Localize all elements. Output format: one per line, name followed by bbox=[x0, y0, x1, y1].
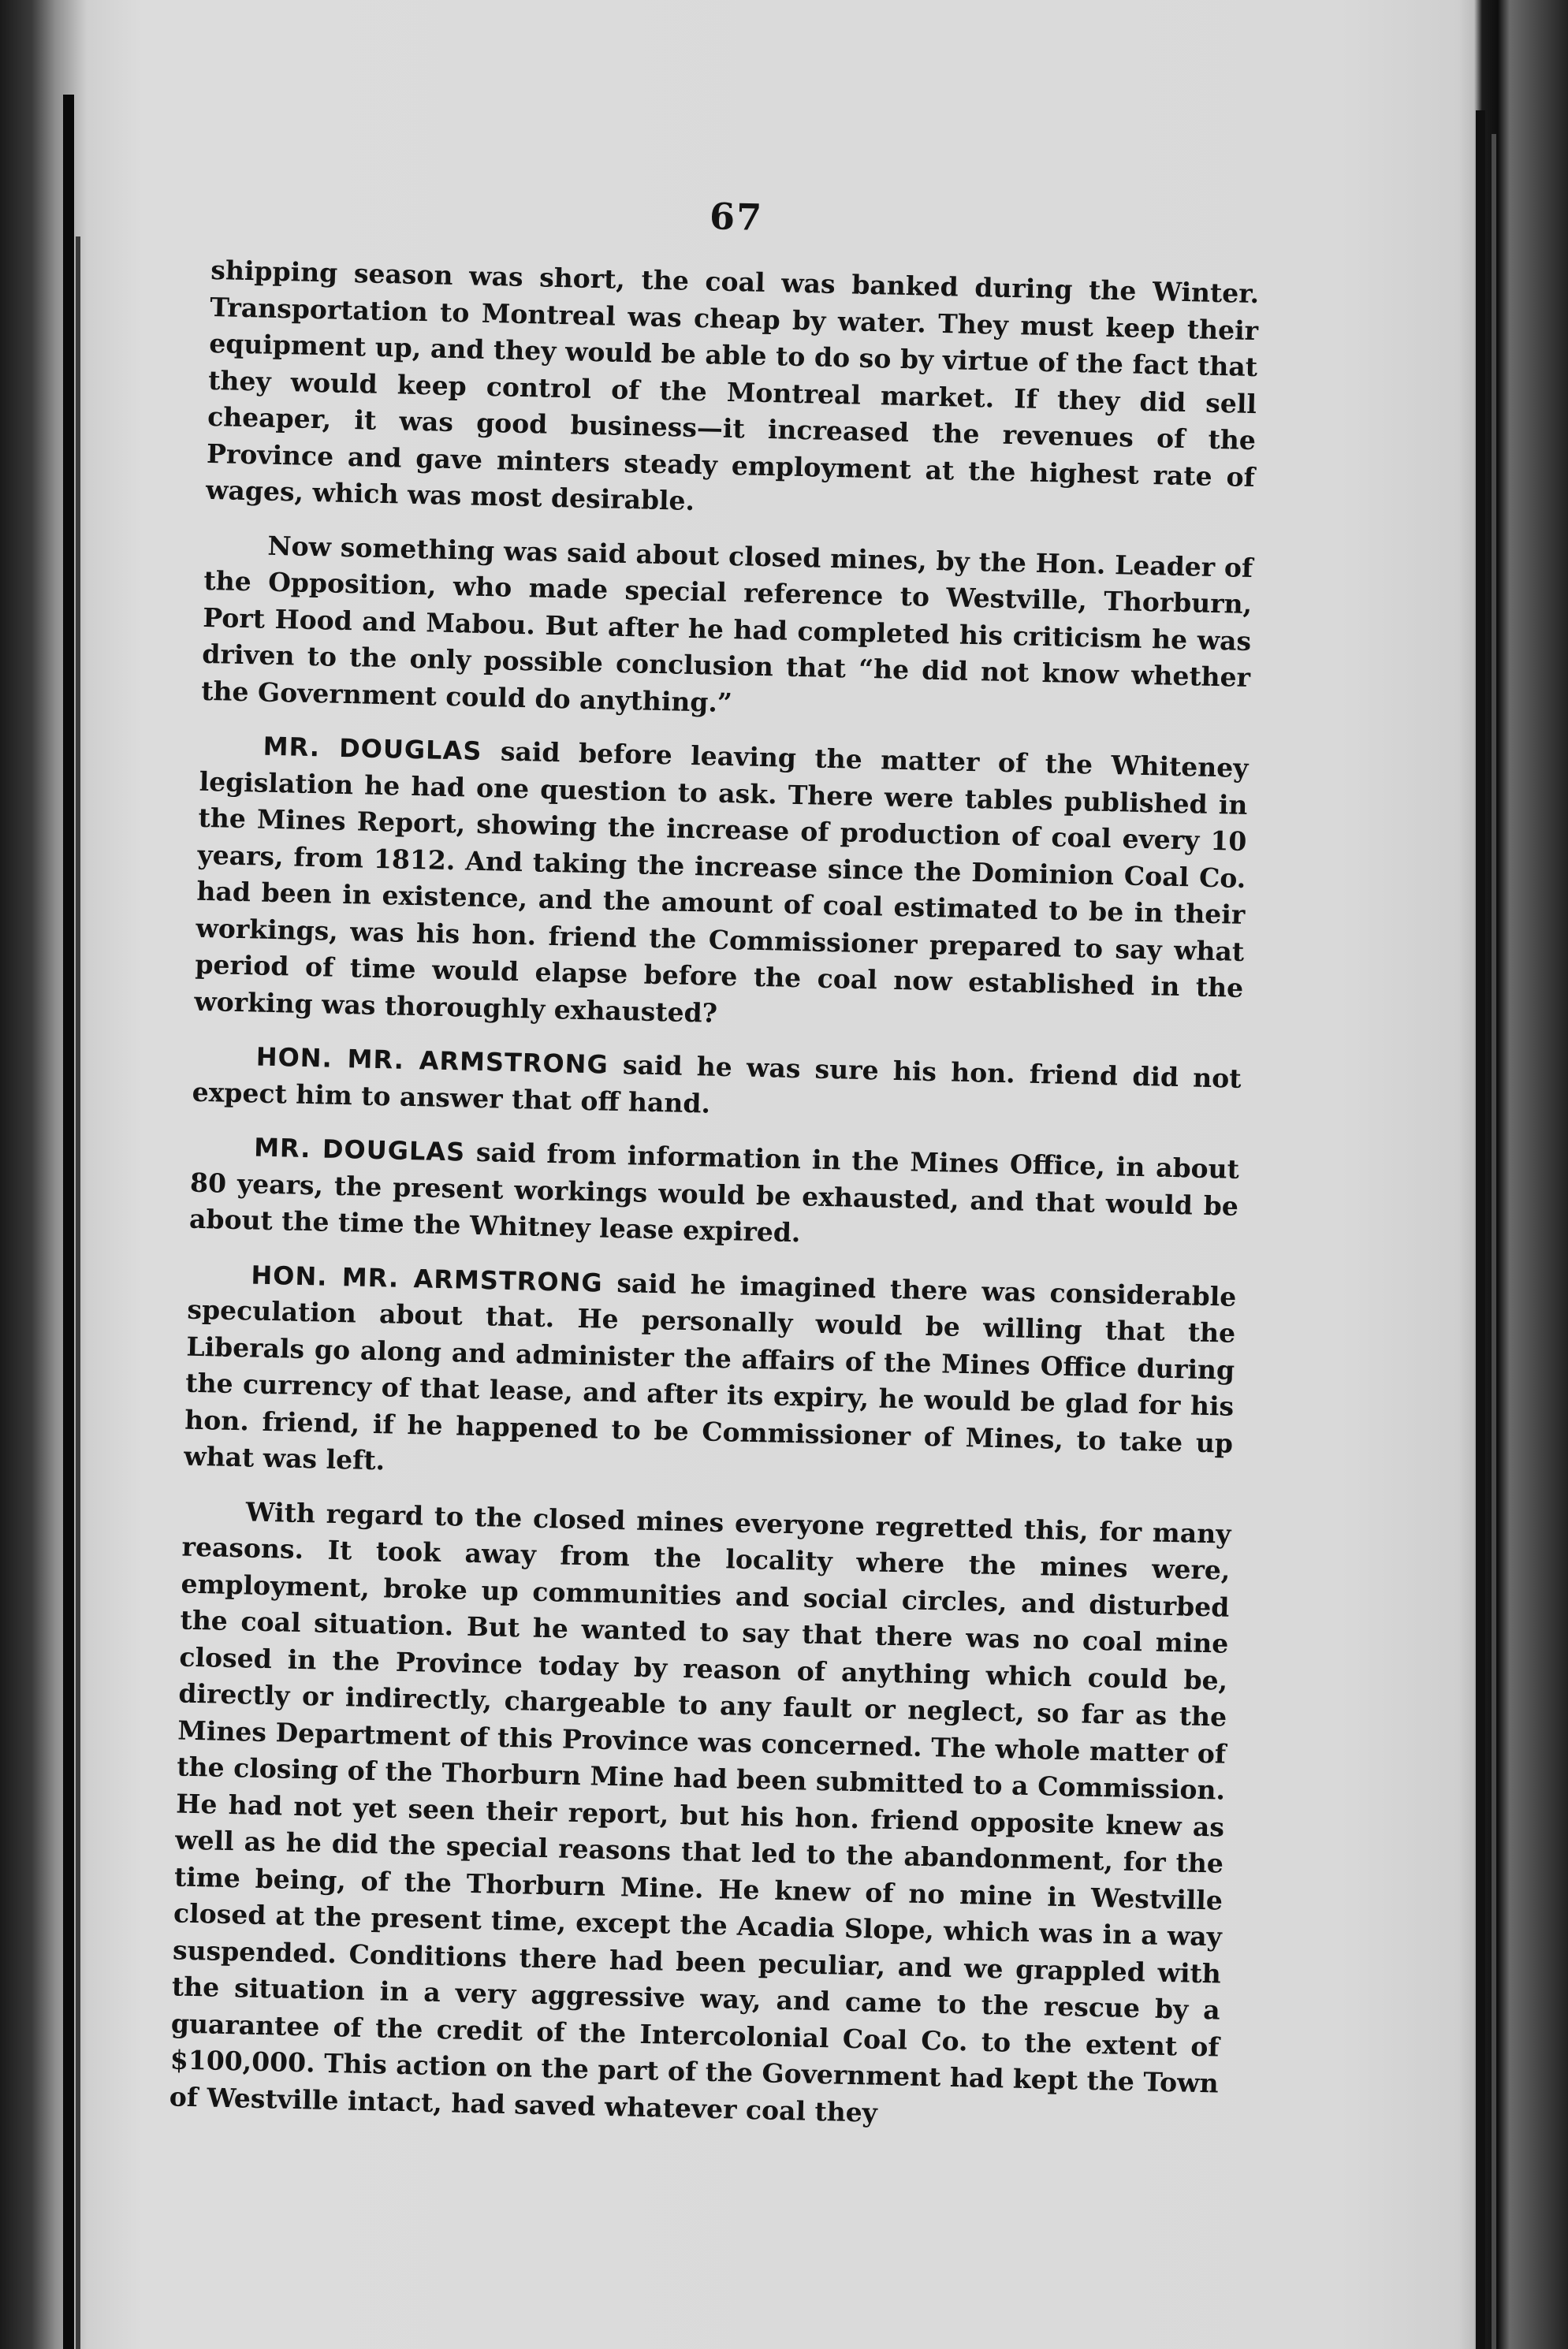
paragraph-4 bbox=[192, 1037, 1242, 1134]
book-spine-edge bbox=[76, 236, 80, 2349]
speaker-name: MR. DOUGLAS bbox=[263, 731, 482, 766]
paragraph-6-text: said he imagined there was considerable speculation about that. He personally would be willing that the Liberals go along and administer the affairs of the Mines Office during the currency of that lease, and after its expiry, he would be glad for his hon. friend, if he happened to be Commissioner of Mines, to take up what was left. bbox=[183, 1267, 1237, 1476]
paragraph-7-text: With regard to the closed mines everyone regretted this, for many reasons. It took away from the locality where the mines were, employment, broke up communities and social circles, and disturbed the coal situation. But he wanted to say that there was no coal mine closed in the Province today by reason of anything which could be, directly or indirectly, chargeable to any fault or neglect, so far as the Mines Department of this Province was concerned. The whole matter of the closing of the Thorburn Mine had been submitted to a Commission. He had not yet seen their report, but his hon. friend opposite knew as well as he did the special reasons that led to the abandonment, for the time being, of the Thorburn Mine. He knew of no mine in Westville closed at the present time, except the Acadia Slope, which was in a way suspended. Conditions there had been peculiar, and we grappled with the situation in a very aggressive way, and came to the rescue by a guarantee of the credit of the Intercolonial Coal Co. to the extent of $100,000. This action on the part of the Government had kept the Town of Westville intact, had saved whatever coal they bbox=[169, 1495, 1231, 2128]
paragraph-5-text: said from information in the Mines Office, in about 80 years, the present workings would be exhausted, and that would be about the time the Whitney lease expired. bbox=[188, 1136, 1240, 1249]
paragraph-3 bbox=[194, 727, 1249, 1044]
paragraph-1-text: shipping season was short, the coal was banked during the Winter. Transportation to Montreal was cheap by water. They must keep their equipment up, and they would be able to do so by virtue of the fact that they would keep control of the Montreal market. If they did sell cheaper, it was good business—it increased the revenues of the Province and gave minters steady employment at the highest rate of wages, which was most desirable. bbox=[205, 254, 1260, 516]
speaker-name: HON. MR. ARMSTRONG bbox=[255, 1041, 609, 1080]
page-right-edge-shadow bbox=[1492, 134, 1496, 2349]
paragraph-6 bbox=[184, 1255, 1237, 1498]
speaker-name: MR. DOUGLAS bbox=[253, 1132, 466, 1167]
speaker-name: HON. MR. ARMSTRONG bbox=[251, 1259, 604, 1298]
page-number: 67 bbox=[709, 195, 764, 239]
paragraph-4-text: said he was sure his hon. friend did not expect him to answer that off hand. bbox=[192, 1049, 1242, 1119]
page-body bbox=[169, 181, 1261, 2157]
book-spine-shadow bbox=[63, 95, 74, 2349]
paragraph-3-text: said before leaving the matter of the Whiteney legislation he had one question to ask. There were tables published in the Mines Report, showing the increase of production of coal every 10 years, from 1812. And taking the increase since the Dominion Coal Co. had been in existence, and the amount of coal estimated to be in their workings, was his hon. friend the Commissioner prepared to say what period of time would elapse before the coal now established in the working was thoroughly exhausted? bbox=[193, 735, 1249, 1029]
paragraph-2-text: Now something was said about closed mines, by the Hon. Leader of the Opposition, who made special reference to Westville, Thorburn, Port Hood and Mabou. But after he had completed his criticism he was driven to the only possible conclusion that “he did not know whether the Government could do anything.” bbox=[200, 530, 1253, 718]
paragraph-7 bbox=[169, 1492, 1231, 2139]
paragraph-5 bbox=[189, 1128, 1240, 1262]
paragraph-2 bbox=[201, 526, 1253, 733]
page-right-edge bbox=[1476, 110, 1485, 2349]
paragraph-1 bbox=[206, 252, 1260, 533]
